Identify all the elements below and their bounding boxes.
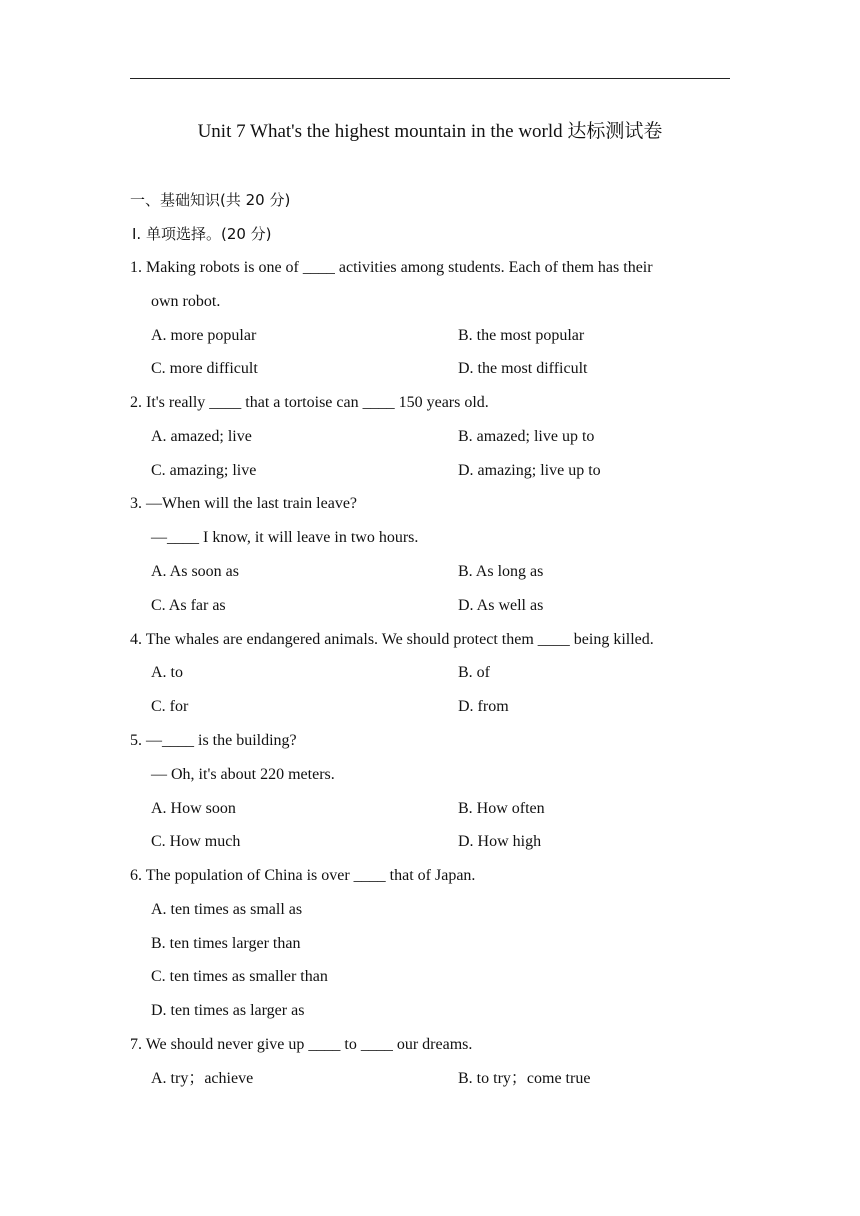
question-1-option-b[interactable]: B. the most popular [458,327,585,344]
question-1-option-c[interactable]: C. more difficult [151,360,258,377]
question-4-option-a[interactable]: A. to [151,664,183,681]
question-5-option-a[interactable]: A. How soon [151,800,236,817]
question-6-option-b[interactable]: B. ten times larger than [151,935,301,952]
question-5-option-d[interactable]: D. How high [458,833,542,850]
question-3-option-c[interactable]: C. As far as [151,597,226,614]
question-3-stem-cont: —____ I know, it will leave in two hours. [151,529,419,546]
question-2-stem: 2. It's really ____ that a tortoise can ____ 150 years old. [130,394,489,411]
section-heading: 一、基础知识(共 20 分) [130,191,291,209]
question-1-stem-cont: own robot. [151,293,221,310]
question-7-option-b[interactable]: B. to try；come true [458,1070,591,1087]
page-title: Unit 7 What's the highest mountain in the world 达标测试卷 [197,121,663,142]
question-1-stem: 1. Making robots is one of ____ activities among students. Each of them has their [130,259,653,276]
question-4-stem: 4. The whales are endangered animals. We should protect them ____ being killed. [130,631,654,648]
question-4-option-b[interactable]: B. of [458,664,490,681]
question-7-stem: 7. We should never give up ____ to ____ our dreams. [130,1036,473,1053]
question-3-stem: 3. —When will the last train leave? [130,495,358,512]
question-2-option-b[interactable]: B. amazed; live up to [458,428,595,445]
question-3-option-d[interactable]: D. As well as [458,597,544,614]
question-1-option-d[interactable]: D. the most difficult [458,360,588,377]
question-5-stem-cont: — Oh, it's about 220 meters. [151,766,335,783]
question-5-stem: 5. —____ is the building? [130,732,297,749]
question-3-option-b[interactable]: B. As long as [458,563,544,580]
question-6-stem: 6. The population of China is over ____ that of Japan. [130,867,476,884]
question-2-option-c[interactable]: C. amazing; live [151,462,257,479]
part-heading: Ⅰ. 单项选择。(20 分) [132,225,272,243]
header-rule [130,78,730,79]
question-5-option-c[interactable]: C. How much [151,833,241,850]
question-1-option-a[interactable]: A. more popular [151,327,257,344]
question-2-option-a[interactable]: A. amazed; live [151,428,252,445]
question-6-option-a[interactable]: A. ten times as small as [151,901,303,918]
question-5-option-b[interactable]: B. How often [458,800,545,817]
question-4-option-c[interactable]: C. for [151,698,189,715]
question-3-option-a[interactable]: A. As soon as [151,563,240,580]
question-6-option-d[interactable]: D. ten times as larger as [151,1002,305,1019]
question-4-option-d[interactable]: D. from [458,698,509,715]
question-2-option-d[interactable]: D. amazing; live up to [458,462,601,479]
question-6-option-c[interactable]: C. ten times as smaller than [151,968,328,985]
question-7-option-a[interactable]: A. try；achieve [151,1070,254,1087]
